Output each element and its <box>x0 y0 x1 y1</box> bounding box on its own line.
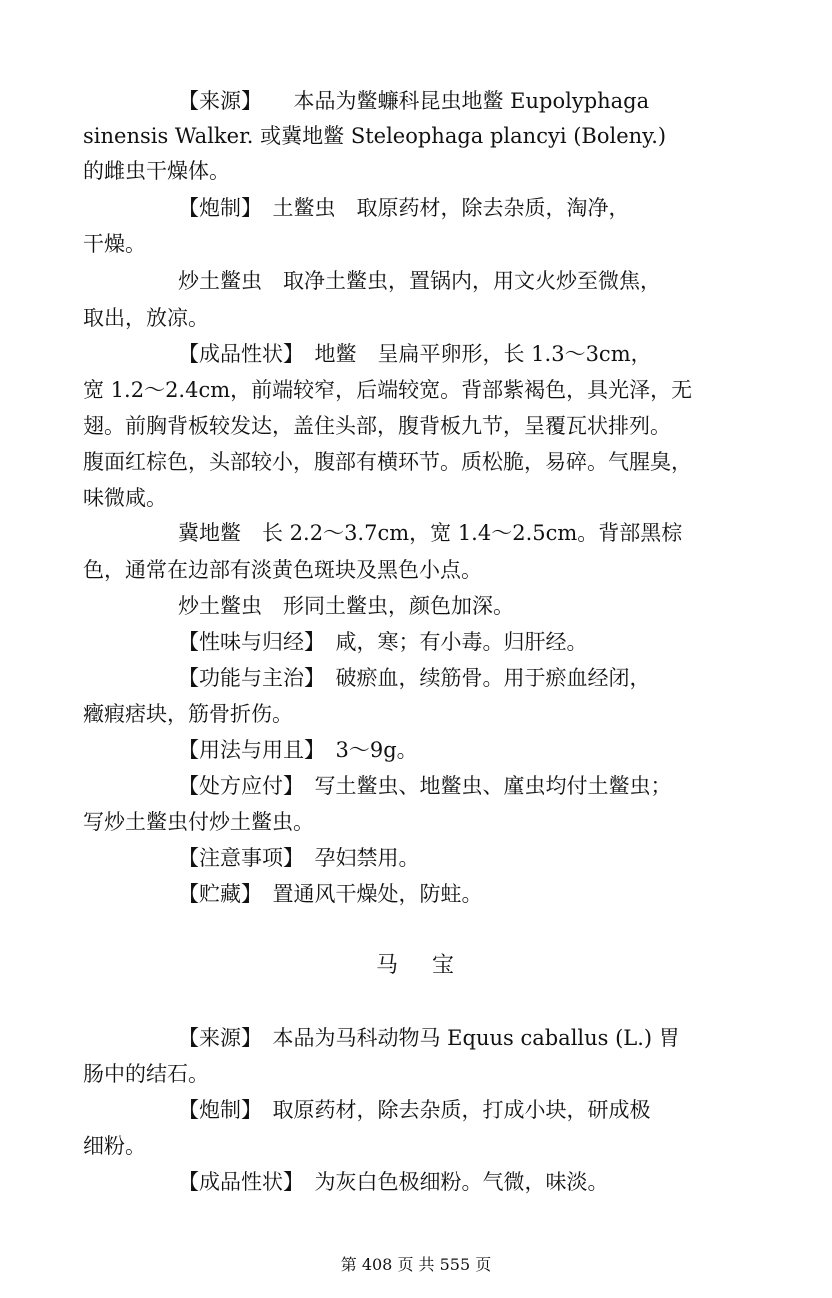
text-line: 写炒土鳖虫付炒土鳖虫。 <box>83 810 314 834</box>
text-line: 色，通常在边部有淡黄色斑块及黑色小点。 <box>83 558 482 582</box>
text-line: 冀地鳖 长 2.2～3.7cm，宽 1.4～2.5cm。背部黑棕 <box>178 521 683 545</box>
text-line: 宽 1.2～2.4cm，前端较窄，后端较宽。背部紫褐色，具光泽，无 <box>83 378 693 402</box>
text-line: 【处方应付】 写土鳖虫、地鳖虫、廑虫均付土鳖虫； <box>178 774 672 798</box>
text-line: 【成品性状】 地鳖 呈扁平卵形，长 1.3～3cm， <box>178 342 652 366</box>
text-line: 【用法与用且】 3～9g。 <box>178 738 418 762</box>
text-line: 【功能与主治】 破瘀血，续筋骨。用于瘀血经闭， <box>178 666 651 690</box>
text-line: 【注意事项】 孕妇禁用。 <box>178 846 420 870</box>
text-line: 翅。前胸背板较发达，盖住头部，腹背板九节，呈覆瓦状排列。 <box>83 414 671 438</box>
text-line: 【贮藏】 置通风干燥处，防蛀。 <box>178 882 483 906</box>
text-line: 【性味与归经】 咸，寒；有小毒。归肝经。 <box>178 630 588 654</box>
text-line: sinensis Walker. 或冀地鳖 Steleophaga plancyi (Boleny.) <box>83 124 667 148</box>
text-line: 取出，放凉。 <box>83 306 209 330</box>
text-line: 炒土鳖虫 取净土鳖虫，置锅内，用文火炒至微焦， <box>178 269 661 293</box>
text-line: 癥瘕痞块，筋骨折伤。 <box>83 702 293 726</box>
text-line: 的雌虫干燥体。 <box>83 159 230 183</box>
text-line: 细粉。 <box>83 1134 146 1158</box>
page-footer: 第 408 页 共 555 页 <box>340 1255 492 1274</box>
text-line: 【炮制】 取原药材，除去杂质，打成小块，研成极 <box>178 1098 651 1122</box>
text-line: 肠中的结石。 <box>83 1062 209 1086</box>
text-line: 【来源】 本品为马科动物马 Equus caballus (L.) 胃 <box>178 1026 680 1050</box>
text-line: 炒土鳖虫 形同土鳖虫，颜色加深。 <box>178 594 514 618</box>
text-line: 【来源】 本品为鳖蠊科昆虫地鳖 Eupolyphaga <box>178 89 650 113</box>
section-title: 马宝 <box>376 953 489 978</box>
text-line: 腹面红棕色，头部较小，腹部有横环节。质松脆，易碎。气腥臭， <box>83 450 692 474</box>
text-line: 味微咸。 <box>83 486 167 510</box>
text-line: 干燥。 <box>83 232 146 256</box>
text-line: 【炮制】 土鳖虫 取原药材，除去杂质，淘净， <box>178 196 630 220</box>
text-line: 【成品性状】 为灰白色极细粉。气微，味淡。 <box>178 1170 609 1194</box>
